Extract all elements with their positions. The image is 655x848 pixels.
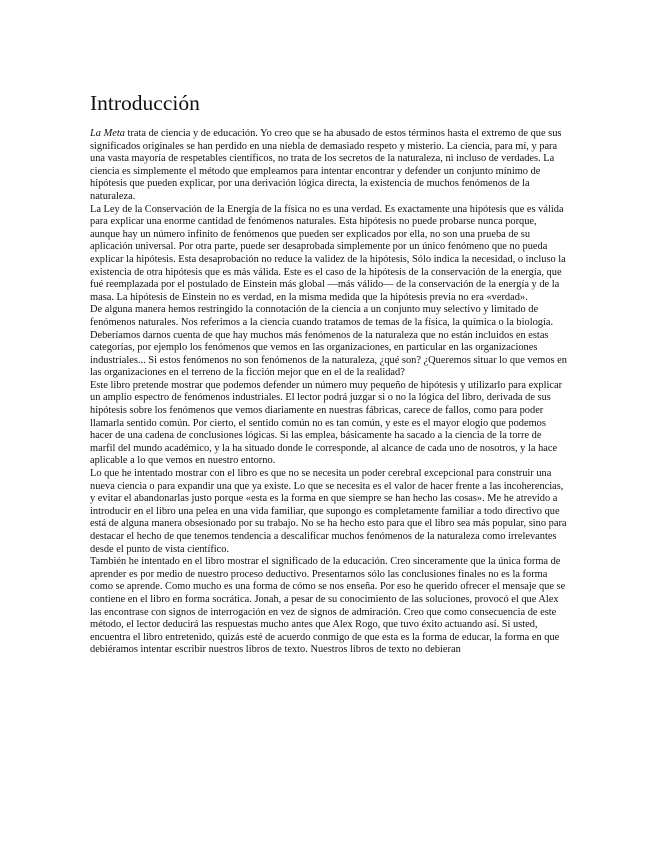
paragraph-6: También he intentado en el libro mostrar el significado de la educación. Creo sinceramente que la única forma de aprender es por medio de nuestro proceso deductivo. Presentarnos sólo las conclusiones finales no es la forma como se aprende. Como mucho es una forma de cómo se nos enseña. Por eso he querido ofrecer el mensaje que se contiene en el libro en forma socrática. Jonah, a pesar de su conocimiento de las soluciones, provocó el que Alex las encontrase con signos de interrogación en vez de signos de admiración. Creo que como consecuencia de este método, el lector deducirá las respuestas mucho antes que Alex Rogo, que tuvo éxito actuando así. Si usted, encuentra el libro entretenido, quizás esté de acuerdo conmigo de que esta es la forma de educar, la forma en que debiéramos intentar escribir nuestros libros de texto. Nuestros libros de texto no debieran <box>90 556 566 656</box>
document-page <box>90 90 568 657</box>
paragraph-1-text: trata de ciencia y de educación. Yo creo que se ha abusado de estos términos hasta el extremo de que sus significados originales se han perdido en una niebla de demasiado respeto y misterio. La ciencia, para mí, y para una vasta mayoría de respetables científicos, no trata de los secretos de la naturaleza, ni incluso de verdades. La ciencia es simplemente el método que empleamos para intentar encontrar y defender un conjunto mínimo de hipótesis que pueden explicar, por una derivación lógica directa, la existencia de muchos fenómenos de la naturaleza. <box>90 128 562 202</box>
paragraph-2: La Ley de la Conservación de la Energía de la física no es una verdad. Es exactamente una hipótesis que es válida para explicar una enorme cantidad de fenómenos naturales. Esta hipótesis no puede probarse nunca porque, aunque hay un número infinito de fenómenos que pueden ser explicados por ella, no son una prueba de su aplicación universal. Por otra parte, puede ser desaprobada simplemente por un único fenómeno que no pueda explicar la hipótesis. Esta desaprobación no reduce la validez de la hipótesis, Sólo indica la necesidad, o incluso la existencia de otra hipótesis que es más válida. Este es el caso de la hipótesis de la conservación de la energía, que fué reemplazada por el postulado de Einstein más global —más válido— de la conservación de la energía y de la masa. La hipótesis de Einstein no es verdad, en la misma medida que la hipótesis previa no era «verdad». <box>90 203 566 303</box>
paragraph-4: Este libro pretende mostrar que podemos defender un número muy pequeño de hipótesis y utilizarlo para explicar un amplio espectro de fenómenos industriales. El lector podrá juzgar si o no la lógica del libro, derivada de sus hipótesis sobre los fenómenos que vemos diariamente en nuestras fábricas, carece de fallos, como para poder llamarla sentido común. Por cierto, el sentido común no es tan común, y este es el mayor elogio que podemos hacer de una cadena de conclusiones lógicas. Si las emplea, básicamente ha sacado a la ciencia de la torre de marfil del mundo académico, y la ha situado donde le corresponde, al alcance de cada uno de nosotros, y la hace aplicable a lo que vemos en nuestro entorno. <box>90 379 563 467</box>
page-title: Introducción <box>90 91 200 115</box>
paragraph-5: Lo que he intentado mostrar con el libro es que no se necesita un poder cerebral excepcional para construir una nueva ciencia o para expandir una que ya existe. Lo que se necesita es el valor de hacer frente a las incoherencias, y evitar el abandonarlas justo porque «esta es la forma en que siempre se han hecho las cosas». Me he atrevido a introducir en el libro una pelea en una vida familiar, que supongo es completamente familiar a todo directivo que está de alguna manera obsesionado por su trabajo. No se ha hecho esto para que el libro sea más popular, sino para destacar el hecho de que tenemos tendencia a descalificar muchos fenómenos de la naturaleza como irrelevantes desde el punto de vista científico. <box>90 468 567 555</box>
book-title-italic: La Meta <box>90 128 125 139</box>
paragraph-1 <box>90 128 568 204</box>
paragraph-3: De alguna manera hemos restringido la connotación de la ciencia a un conjunto muy selectivo y limitado de fenómenos naturales. Nos referimos a la ciencia cuando tratamos de temas de la física, la química o la biología. Deberíamos darnos cuenta de que hay muchos más fenómenos de la naturaleza que no están incluidos en estas categorías, por ejemplo los fenómenos que vemos en las organizaciones, en particular en las organizaciones industriales... Si estos fenómenos no son fenómenos de la naturaleza, ¿qué son? ¿Queremos situar lo que vemos en las organizaciones en el terreno de la ficción mejor que en el de la realidad? <box>90 304 567 379</box>
